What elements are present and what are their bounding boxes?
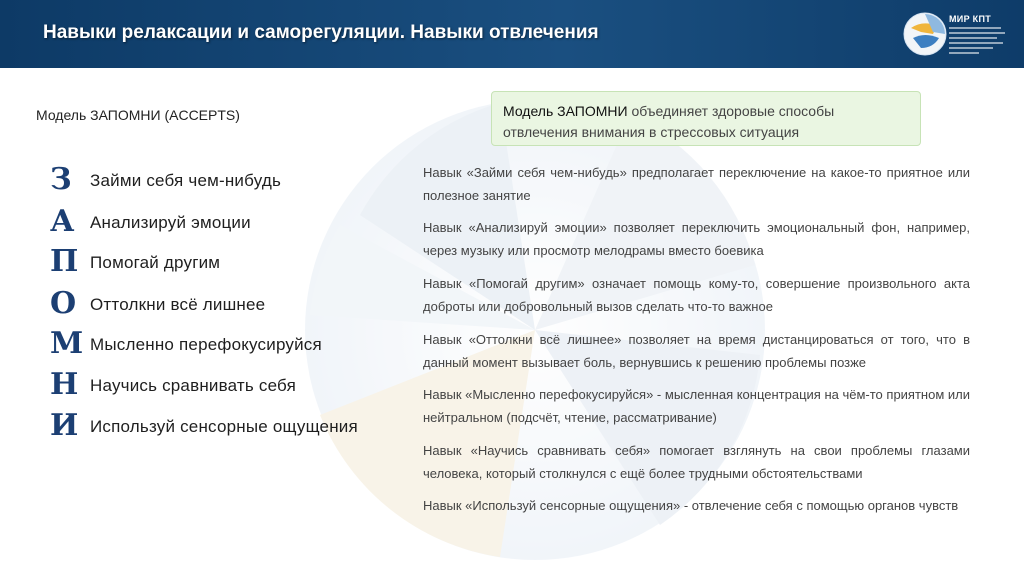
header-bar bbox=[0, 0, 1024, 68]
acronym-text: Помогай другим bbox=[90, 253, 221, 272]
skill-description: Навык «Используй сенсорные ощущения» - отвлечение себя с помощью органов чувств bbox=[423, 498, 959, 513]
acronym-letter: М bbox=[50, 326, 84, 361]
acronym-letter: И bbox=[50, 408, 79, 443]
callout-lead: Модель ЗАПОМНИ bbox=[503, 103, 628, 119]
logo-subtitle-lines bbox=[949, 27, 1005, 57]
acronym-letter: З bbox=[50, 162, 72, 197]
callout-text: объединяет здоровые способы отвлечения внимания в стрессовых ситуация bbox=[503, 103, 835, 140]
globe-logo-icon bbox=[903, 12, 947, 56]
acronym-letter: Н bbox=[50, 367, 79, 402]
skill-description: Навык «Научись сравнивать себя» помогает взглянуть на свои проблемы глазами человека, который столкнулся с ещё более трудными обстоятельствами bbox=[423, 443, 970, 481]
acronym-text: Мысленно перефокусируйся bbox=[90, 335, 322, 354]
skill-description: Навык «Помогай другим» означает помощь кому-то, совершение произвольного акта доброты или добровольный вызов сделать что-то важное bbox=[423, 276, 970, 314]
model-summary-callout bbox=[491, 91, 921, 146]
acronym-letter: П bbox=[50, 244, 79, 279]
acronym-text: Оттолкни всё лишнее bbox=[90, 295, 266, 314]
logo bbox=[903, 8, 1013, 60]
logo-name: МИР КПТ bbox=[949, 14, 992, 24]
skill-description: Навык «Анализируй эмоции» позволяет переключить эмоциональный фон, например, через музыку или просмотр мелодрамы вместо боевика bbox=[423, 220, 970, 258]
acronym-text: Займи себя чем-нибудь bbox=[90, 171, 282, 190]
skill-description: Навык «Займи себя чем-нибудь» предполагает переключение на какое-то приятное или полезное занятие bbox=[423, 165, 970, 203]
acronym-letter: О bbox=[50, 286, 77, 321]
page-title: Навыки релаксации и саморегуляции. Навыки отвлечения bbox=[43, 22, 599, 43]
acronym-text: Используй сенсорные ощущения bbox=[90, 417, 358, 436]
acronym-text: Анализируй эмоции bbox=[90, 213, 251, 232]
acronym-letter: А bbox=[50, 204, 75, 239]
model-title: Модель ЗАПОМНИ (ACCEPTS) bbox=[36, 107, 240, 123]
skill-description: Навык «Мысленно перефокусируйся» - мысленная концентрация на чём-то приятном или нейтральном (подсчёт, чтение, рассматривание) bbox=[423, 387, 970, 425]
acronym-text: Научись сравнивать себя bbox=[90, 376, 297, 395]
skill-description: Навык «Оттолкни всё лишнее» позволяет на время дистанцироваться от того, что в данный момент вызывает боль, вернувшись к решению проблемы позже bbox=[423, 332, 970, 370]
